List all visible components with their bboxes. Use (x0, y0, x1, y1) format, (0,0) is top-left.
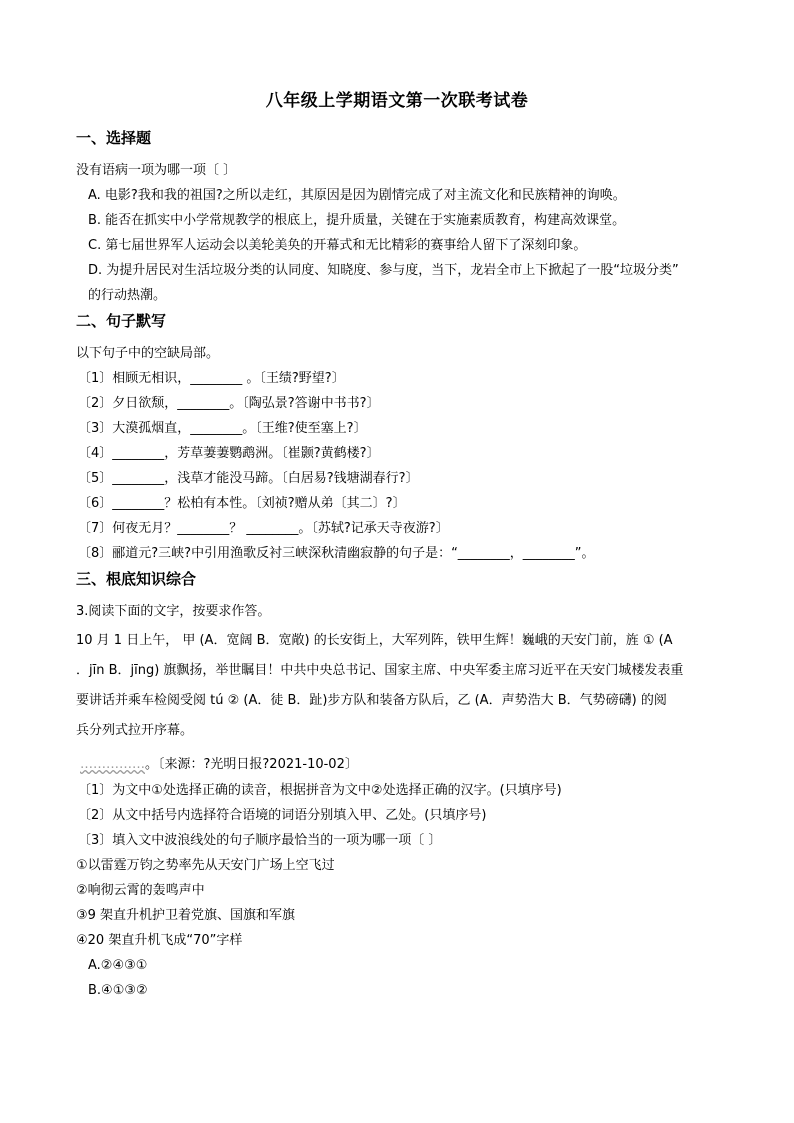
q3-sub-question-3: 〔3〕填入文中波浪线处的句子顺序最恰当的一项为哪一项〔 〕 (78, 833, 442, 848)
q3-sentence-option: ②响彻云霄的轰鸣声中 (76, 883, 205, 898)
section-heading-knowledge: 三、根底知识综合 (76, 570, 197, 588)
q2-item: 〔3〕大漠孤烟直，________。〔王维?使至塞上?〕 (78, 421, 367, 436)
q2-item: 〔8〕郦道元?三峡?中引用渔歌反衬三峡深秋清幽寂静的句子是：“________，________”。 (78, 546, 595, 561)
q3-passage-line: 兵分列式拉开序幕。 (76, 723, 194, 738)
q3-answer-b: B.④①③② (88, 983, 148, 998)
q1-stem: 没有语病一项为哪一项〔 〕 (76, 163, 237, 178)
q2-item: 〔5〕________，浅草才能没马蹄。〔白居易?钱塘湖春行?〕 (78, 471, 419, 486)
q3-passage-line: 要讲话并乘车检阅受阅 tú ② (A．徒 B．趾)步方队和装备方队后，乙 (A．声势浩大 B．气势磅礴) 的阅 (76, 693, 667, 708)
q2-intro: 以下句子中的空缺局部。 (76, 346, 220, 361)
q1-option-a: A. 电影?我和我的祖国?之所以走红，其原因是因为剧情完成了对主流文化和民族精神的询唤。 (88, 188, 626, 203)
q2-item: 〔2〕夕日欲颓，________。〔陶弘景?答谢中书书?〕 (78, 396, 380, 411)
q3-sentence-option: ③9 架直升机护卫着党旗、国旗和军旗 (76, 908, 296, 923)
q3-answer-a: A.②④③① (88, 958, 148, 973)
q2-item: 〔1〕相顾无相识，________ 。〔王绩?野望?〕 (78, 371, 345, 386)
q1-option-b: B. 能否在抓实中小学常规教学的根底上，提升质量，关键在于实施素质教育，构建高效课堂。 (88, 213, 626, 228)
wavy-blank: …………… (80, 757, 145, 772)
q3-passage-line: ．jīn B．jīng) 旗飘扬，举世瞩目！中共中央总书记、国家主席、中央军委主席习近平在天安门城楼发表重 (76, 663, 684, 678)
q3-passage-line: 10 月 1 日上午， 甲 (A．宽阔 B．宽敞) 的长安街上，大军列阵，铁甲生辉！巍峨的天安门前，旌 ① (A (76, 633, 673, 648)
q2-item: 〔7〕何夜无月？________？ ________。〔苏轼?记承天寺夜游?〕 (78, 521, 449, 536)
q3-source: 。〔来源：?光明日报?2021-10-02〕 (145, 757, 358, 772)
q3-sub-question-1: 〔1〕为文中①处选择正确的读音，根据拼音为文中②处选择正确的汉字。(只填序号) (78, 783, 562, 798)
q3-sentence-option: ④20 架直升机飞成“70”字样 (76, 933, 243, 948)
q3-sub-question-2: 〔2〕从文中括号内选择符合语境的词语分别填入甲、乙处。(只填序号) (78, 808, 487, 823)
section-heading-dictation: 二、句子默写 (76, 312, 167, 330)
page-title: 八年级上学期语文第一次联考试卷 (265, 91, 529, 111)
q1-option-d: D. 为提升居民对生活垃圾分类的认同度、知晓度、参与度，当下，龙岩全市上下掀起了一股“垃圾分类” (88, 263, 679, 278)
q1-option-d-cont: 的行动热潮。 (88, 288, 167, 303)
q1-option-c: C. 第七届世界军人运动会以美轮美奂的开幕式和无比精彩的赛事给人留下了深刻印象。 (88, 238, 587, 253)
q3-source-line (80, 756, 358, 774)
q3-intro: 3.阅读下面的文字，按要求作答。 (76, 604, 271, 619)
q2-item: 〔4〕________，芳草萋萋鹦鹉洲。〔崔颢?黄鹤楼?〕 (78, 446, 380, 461)
q2-item: 〔6〕________？松柏有本性。〔刘祯?赠从弟〔其二〕?〕 (78, 496, 406, 511)
q3-sentence-option: ①以雷霆万钧之势率先从天安门广场上空飞过 (76, 858, 335, 873)
section-heading-choice: 一、选择题 (76, 129, 152, 147)
